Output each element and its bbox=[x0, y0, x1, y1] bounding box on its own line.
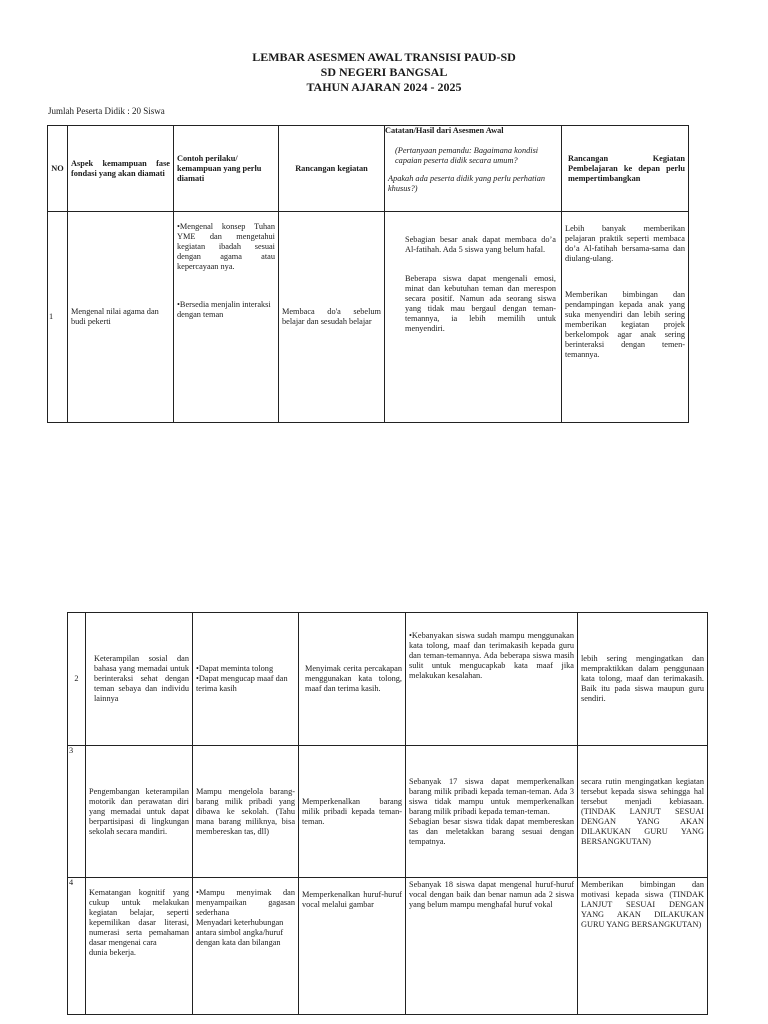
header-catatan-question-1: (Pertanyaan pemandu: Bagaimana kondisi capaian peserta didik secara umum? bbox=[395, 146, 539, 165]
table-row bbox=[68, 746, 708, 878]
row-contoh bbox=[193, 878, 299, 1015]
table-row bbox=[68, 613, 708, 746]
row-rancangan: Membaca do'a sebelum belajar dan sesudah belajar bbox=[279, 212, 385, 423]
contoh-item: • Dapat meminta tolong bbox=[196, 664, 295, 674]
contoh-item: • Dapat mengucap maaf dan bbox=[196, 674, 295, 684]
row-number: 3 bbox=[68, 746, 86, 878]
row-number: 4 bbox=[68, 878, 86, 1015]
contoh-item: • Bersedia menjalin interaksi dengan teman bbox=[177, 300, 275, 320]
title-line-1: LEMBAR ASESMEN AWAL TRANSISI PAUD-SD bbox=[252, 50, 516, 64]
contoh-item: • Mengenal konsep Tuhan YME dan mengetahui kegiatan ibadah sesuai dengan agama atau kepercayaan nya. bbox=[177, 222, 275, 272]
row-number: 2 bbox=[68, 613, 86, 746]
row-catatan bbox=[385, 212, 562, 423]
catatan-paragraph: Beberapa siswa dapat mengenali emosi, minat dan kebutuhan teman dan merespon secara positif. Namun ada seorang siswa yang tidak mau bergaul dengan teman-temannya, ia lebih memilih untuk menyendiri. bbox=[405, 274, 556, 333]
table-row bbox=[68, 878, 708, 1015]
aspek-paragraph: Kematangan kognitif yang cukup untuk melakukan kegiatan belajar, seperti kepemilikan dasar literasi, numerasi serta pemahaman dasar mengenai cara bbox=[89, 888, 189, 947]
catatan-paragraph: Sebagian besar siswa tidak dapat membereskan tas dan meletakkan barang sesuai dengan tempatnya. bbox=[409, 816, 574, 846]
row-aspek: Keterampilan sosial dan bahasa yang memadai untuk berinteraksi sehat dengan teman sebaya dan individu lainnya bbox=[86, 613, 193, 746]
table-header-row bbox=[48, 126, 689, 212]
title-line-3: TAHUN AJARAN 2024 - 2025 bbox=[306, 80, 462, 94]
catatan-item: • Kebanyakan siswa sudah mampu menggunakan kata tolong, maaf dan terimakasih kepada guru dan teman-temannya. Ada beberapa siswa masih sulit untuk mengucapkab kata maaf jika melakukan kesalahan. bbox=[409, 631, 574, 681]
header-aspek: Aspek kemampuan fase fondasi yang akan diamati bbox=[68, 126, 174, 212]
header-lanjut: Rancangan Kegiatan Pembelajaran ke depan perlu mempertimbangkan bbox=[562, 126, 689, 212]
catatan-paragraph: Sebanyak 17 siswa dapat memperkenalkan barang milik pribadi kepada teman-teman. Ada 3 siswa tidak mampu untuk memperkenalkan barang milik pribadi kepada teman-teman. bbox=[409, 776, 574, 816]
row-catatan bbox=[406, 746, 578, 878]
aspek-paragraph: dunia bekerja. bbox=[89, 948, 136, 957]
lanjut-paragraph: Lebih banyak memberikan pelajaran praktik seperti membaca do’a Al-fatihah bersama-sama dan diulang-ulang. bbox=[565, 224, 685, 263]
participant-count: Jumlah Peserta Didik : 20 Siswa bbox=[48, 106, 165, 116]
catatan-paragraph: Sebagian besar anak dapat membaca do’a Al-fatihah. Ada 5 siswa yang belum hafal. bbox=[405, 235, 556, 254]
row-lanjut bbox=[562, 212, 689, 423]
header-catatan-question-2: Apakah ada peserta didik yang perlu perhatian khusus?) bbox=[388, 174, 546, 193]
header-catatan bbox=[385, 126, 562, 212]
assessment-table-page1 bbox=[47, 125, 689, 423]
header-catatan-title: Catatan/Hasil dari Asesmen Awal bbox=[385, 126, 504, 135]
document-title bbox=[0, 50, 768, 95]
row-aspek bbox=[86, 878, 193, 1015]
row-rancangan: Menyimak cerita percakapan menggunakan kata tolong, maaf dan terima kasih. bbox=[299, 613, 406, 746]
contoh-item-continuation: terima kasih bbox=[196, 684, 237, 693]
row-catatan bbox=[406, 613, 578, 746]
row-aspek: Mengenal nilai agama dan budi pekerti bbox=[68, 212, 174, 423]
row-contoh: Mampu mengelola barang-barang milik pribadi yang dibawa ke sekolah. (Tahu mana barang miliknya, bisa membereskan tas, dll) bbox=[193, 746, 299, 878]
row-contoh bbox=[193, 613, 299, 746]
contoh-item: • Mampu menyimak dan menyampaikan gagasan sederhana bbox=[196, 888, 295, 918]
contoh-item-continuation: Menyadari keterhubungan antara simbol angka/huruf dengan kata dan bilangan bbox=[196, 918, 284, 947]
row-catatan: Sebanyak 18 siswa dapat mengenal huruf-huruf vocal dengan baik dan benar namun ada 2 siswa yang belum mampu menghafal huruf vokal bbox=[406, 878, 578, 1015]
row-lanjut: lebih sering mengingatkan dan mempraktikkan dalam penggunaan kata tolong, maaf dan terimakasih. Baik itu pada siswa maupun guru sendiri. bbox=[578, 613, 708, 746]
row-aspek: Pengembangan keterampilan motorik dan perawatan diri yang memadai untuk dapat berpartisipasi di lingkungan sekolah secara mandiri. bbox=[86, 746, 193, 878]
row-rancangan: Memperkenalkan huruf-huruf vocal melalui gambar bbox=[299, 878, 406, 1015]
lanjut-paragraph: Memberikan bimbingan dan pendampingan kepada anak yang suka menyendiri dan lebih sering memberikan kegiatan projek berkelompok agar anak sering berinteraksi dengan temen-temannya. bbox=[565, 290, 685, 359]
header-rancangan: Rancangan kegiatan bbox=[279, 126, 385, 212]
row-rancangan: Memperkenalkan barang milik pribadi kepada teman- teman. bbox=[299, 746, 406, 878]
table-row bbox=[48, 212, 689, 423]
row-lanjut: secara rutin mengingatkan kegiatan tersebut kepada siswa sehingga hal tersebut menjadi kebiasaan. (TINDAK LANJUT SESUAI DENGAN YANG AKAN DILAKUKAN GURU YANG BERSANGKUTAN) bbox=[578, 746, 708, 878]
header-no: NO bbox=[48, 126, 68, 212]
assessment-table-page2 bbox=[67, 612, 708, 1015]
title-line-2: SD NEGERI BANGSAL bbox=[320, 65, 448, 79]
header-contoh: Contoh perilaku/ kemampuan yang perlu diamati bbox=[174, 126, 279, 212]
row-number: 1 bbox=[48, 212, 68, 423]
row-lanjut: Memberikan bimbingan dan motivasi kepada siswa (TINDAK LANJUT SESUAI DENGAN YANG AKAN DILAKUKAN GURU YANG BERSANGKUTAN) bbox=[578, 878, 708, 1015]
row-contoh bbox=[174, 212, 279, 423]
